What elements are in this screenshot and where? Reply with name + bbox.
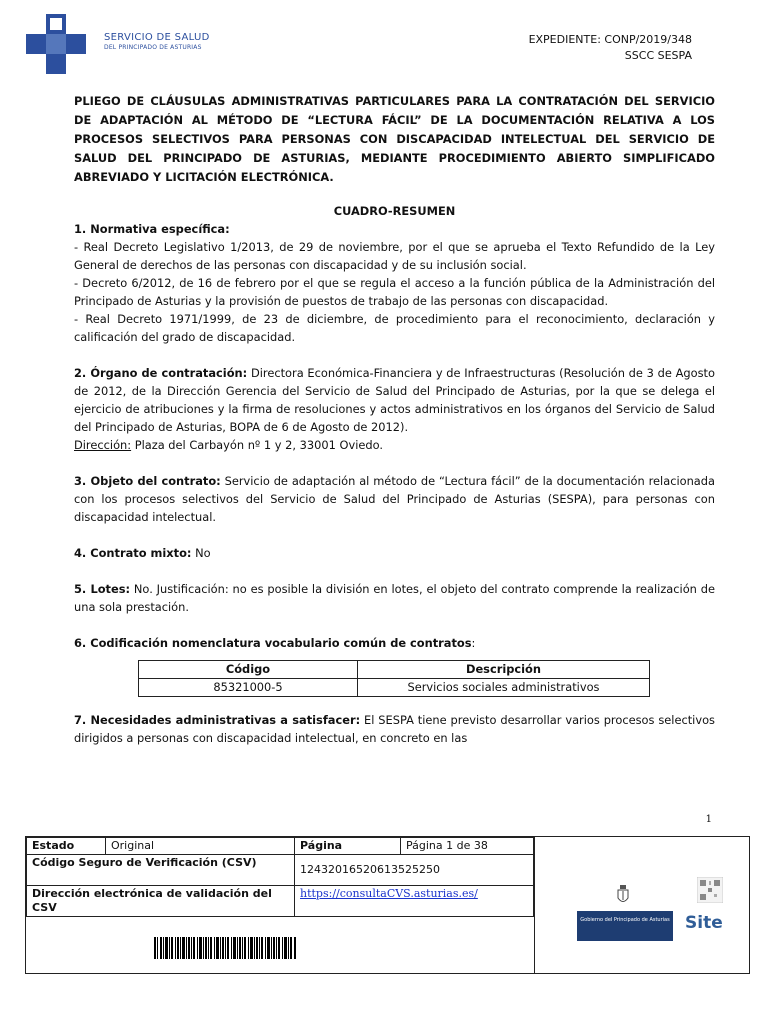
section-7 [74,711,715,747]
pagina-label: Página [295,838,401,855]
column-header-descripcion: Descripción [358,661,650,679]
section-3 [74,472,715,526]
section-1-item: - Real Decreto Legislativo 1/2013, de 29 de noviembre, por el que se aprueba el Texto Refundido de la Ley General de derechos de las personas con discapacidad y de su inclusión social. [74,240,715,272]
coat-of-arms-icon [617,885,629,905]
page-number: 1 [705,814,712,825]
section-5-text: No. Justificación: no es posible la división en lotes, el objeto del contrato comprende la realización de una sola prestación. [74,582,715,614]
seal-area [534,837,750,973]
cpv-table [138,660,650,697]
pagina-value: Página 1 de 38 [401,838,534,855]
validation-url-link[interactable]: https://consultaCVS.asturias.es/ [300,887,478,900]
address-label: Dirección: [74,438,132,452]
csv-value: 12432016520613525250 [295,855,534,886]
estado-value: Original [106,838,295,855]
section-2 [74,364,715,436]
logo-text [104,32,210,52]
section-5-heading: 5. Lotes: [74,582,131,596]
csv-label: Código Seguro de Verificación (CSV) [27,855,295,886]
validation-url-label: Dirección electrónica de validación del CSV [27,886,295,917]
table-header-row [139,661,650,679]
sscc-label: SSCC SESPA [624,49,692,62]
validation-table [26,837,534,917]
site-logo: Site [685,913,723,933]
section-2-text: Directora Económica-Financiera y de Infraestructuras (Resolución de 3 de Agosto de 2012, de la Dirección Gerencia del Servicio de Salud del Principado de Asturias, por la que se delega el ejercicio de atribuciones y la firma de resoluciones y actos administrativos en los órganos del Servicio de Salud del Principado de Asturias, BOPA de 6 de Agosto de 2012). [74,366,715,434]
column-header-codigo: Código [139,661,358,679]
section-2-address [74,436,715,454]
org-subtitle: DEL PRINCIPADO DE ASTURIAS [104,44,202,51]
section-1-heading: 1. Normativa específica: [74,222,230,236]
document-body [74,202,715,747]
validation-footer [25,836,750,974]
section-4 [74,544,715,562]
section-1-item: - Real Decreto 1971/1999, de 23 de diciembre, de procedimiento para el reconocimiento, declaración y calificación del grado de discapacidad. [74,312,715,344]
estado-label: Estado [27,838,106,855]
gobierno-principado-logo: Gobierno del Principado de Asturias [577,911,673,941]
section-7-text: El SESPA tiene previsto desarrollar varios procesos selectivos dirigidos a personas con discapacidad intelectual, en concreto en las [74,713,715,745]
section-4-heading: 4. Contrato mixto: [74,546,192,560]
expediente-block [529,32,692,64]
section-5 [74,580,715,616]
org-name: SERVICIO DE SALUD [104,32,210,43]
section-6: 6. Codificación nomenclatura vocabulario común de contratos: [74,636,476,650]
section-3-heading: 3. Objeto del contrato: [74,474,221,488]
servicio-salud-logo [26,14,98,76]
section-6-heading: 6. Codificación nomenclatura vocabulario común de contratos [74,636,472,650]
section-2-heading: 2. Órgano de contratación: [74,366,248,380]
expediente-number: EXPEDIENTE: CONP/2019/348 [528,33,692,46]
cpv-code: 85321000-5 [139,679,358,697]
barcode-icon [154,937,296,959]
table-row [139,679,650,697]
qr-code-icon [697,877,723,903]
section-7-heading: 7. Necesidades administrativas a satisfacer: [74,713,361,727]
section-1-item: - Decreto 6/2012, de 16 de febrero por el que se regula el acceso a la función pública de la Administración del Principado de Asturias y la provisión de puestos de trabajo de las personas con discapacidad. [74,276,715,308]
section-3-text: Servicio de adaptación al método de “Lectura fácil” de la documentación relacionada con los procesos selectivos del Servicio de Salud del Principado de Asturias (SESPA), para personas con discapacidad intelectual. [74,474,715,524]
section-4-text: No [191,546,211,560]
cpv-description: Servicios sociales administrativos [358,679,650,697]
validation-url-cell [295,886,534,917]
address-value: Plaza del Carbayón nº 1 y 2, 33001 Oviedo. [131,438,383,452]
cuadro-resumen-heading: CUADRO-RESUMEN [333,204,456,218]
document-title: PLIEGO DE CLÁUSULAS ADMINISTRATIVAS PARTICULARES PARA LA CONTRATACIÓN DEL SERVICIO DE ADAPTACIÓN AL MÉTODO DE “LECTURA FÁCIL” DE LA DOCUMENTACIÓN RELATIVA A LOS PROCESOS SELECTIVOS PARA PERSONAS CON DISCAPACIDAD INTELECTUAL DEL SERVICIO DE SALUD DEL PRINCIPADO DE ASTURIAS, MEDIANTE PROCEDIMIENTO ABIERTO SIMPLIFICADO ABREVIADO Y LICITACIÓN ELECTRÓNICA. [74,94,715,184]
